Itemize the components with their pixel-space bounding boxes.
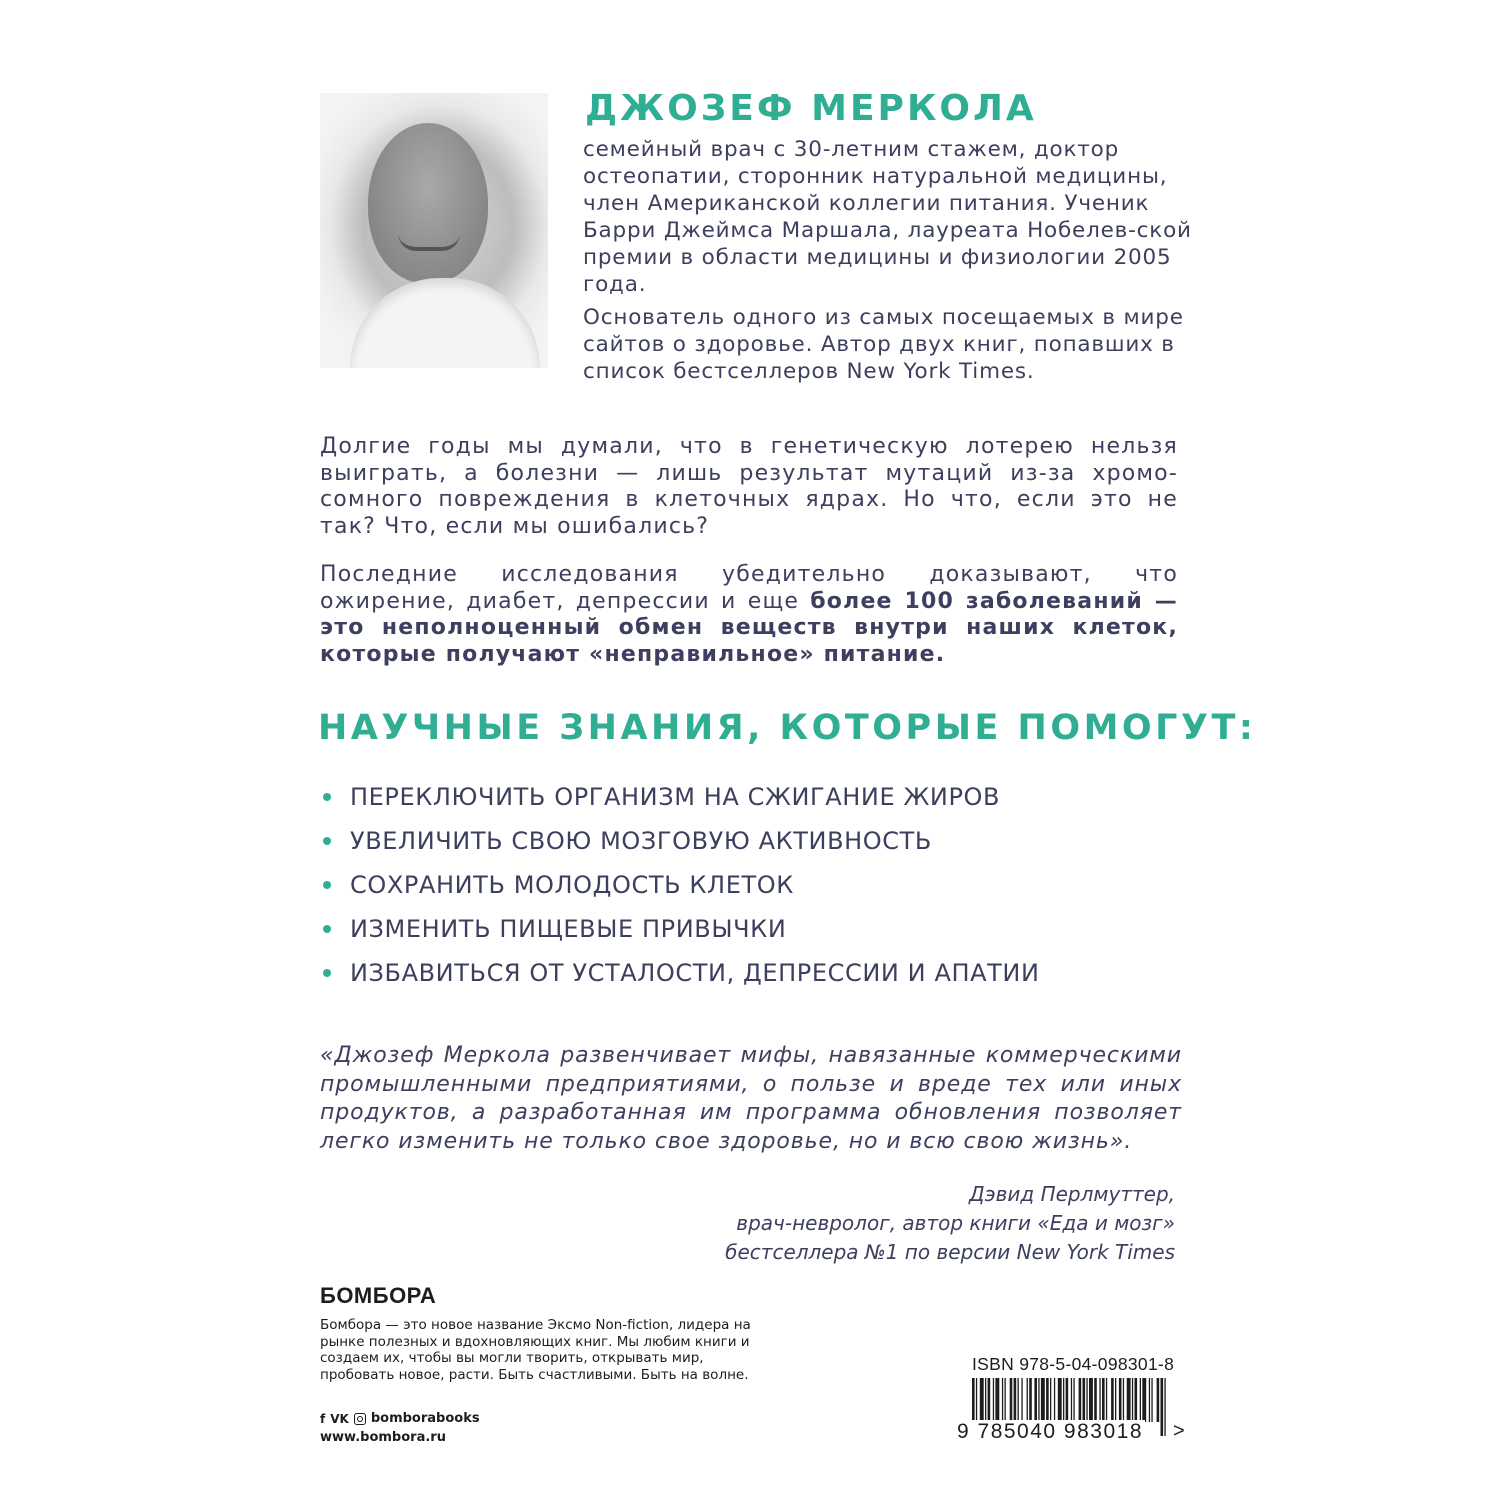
vk-icon[interactable]: VK bbox=[330, 1411, 349, 1426]
barcode-bar bbox=[980, 1378, 984, 1422]
list-item bbox=[320, 956, 1180, 1000]
barcode-bar bbox=[988, 1378, 991, 1422]
list-item bbox=[320, 824, 1180, 868]
social-links bbox=[320, 1411, 480, 1426]
author-bio-2: Основатель одного из самых посещаемых в мире сайтов о здоровье. Автор двух книг, попавших в список бестселлеров New York Times. bbox=[583, 305, 1184, 384]
barcode-bar bbox=[1005, 1378, 1006, 1422]
list-item-text: ПЕРЕКЛЮЧИТЬ ОРГАНИЗМ НА СЖИГАНИЕ ЖИРОВ bbox=[350, 783, 1001, 811]
author-smile bbox=[398, 233, 460, 251]
barcode-bar bbox=[1119, 1378, 1122, 1422]
barcode-bar bbox=[1099, 1378, 1100, 1422]
intro-paragraph-2-lead: Последние исследования убедительно доказывают, что ожирение, диабет, депрессии и еще bbox=[320, 562, 1178, 614]
barcode-bar bbox=[1142, 1378, 1146, 1422]
barcode-bar bbox=[1029, 1378, 1032, 1422]
social-handle[interactable]: bomborabooks bbox=[370, 1411, 480, 1426]
bullet-dot-icon bbox=[323, 793, 331, 801]
intro-paragraph-2-bold: более 100 заболеваний — это неполноценный обмен веществ внутри наших клеток, которые получают «неправильное» питание. bbox=[320, 588, 1178, 667]
barcode-bar bbox=[1164, 1378, 1165, 1436]
author-shirt bbox=[350, 278, 540, 368]
author-name: ДЖОЗЕФ МЕРКОЛА bbox=[585, 88, 1037, 129]
publisher-description: Бомбора — это новое название Эксмо Non-fiction, лидера на рынке полезных и вдохновляющих книг. Мы любим книги и создаем их, чтобы вы могли творить, открывать мир, пробовать новое, расти. Быть счастливыми. Быть на волне. bbox=[320, 1317, 751, 1383]
list-item bbox=[320, 780, 1180, 824]
barcode-bar bbox=[1094, 1378, 1097, 1422]
barcode-bar bbox=[1034, 1378, 1037, 1422]
barcode-bar bbox=[1058, 1378, 1062, 1422]
barcode-bar bbox=[1083, 1378, 1086, 1422]
barcode-bar bbox=[1157, 1378, 1160, 1422]
barcode-bar bbox=[1021, 1378, 1022, 1422]
author-bio-1: семейный врач с 30-летним стажем, доктор остеопатии, сторонник натуральной медицины, член Американской коллегии питания. Ученик Барри Джеймса Маршала, лауреата Нобелев-ской премии в области медицины и физиологии 2005 года. bbox=[583, 137, 1192, 297]
barcode-bar bbox=[1018, 1378, 1019, 1422]
list-item-text: ИЗБАВИТЬСЯ ОТ УСТАЛОСТИ, ДЕПРЕССИИ И АПАТИИ bbox=[350, 959, 1040, 987]
barcode-bar bbox=[1115, 1378, 1116, 1422]
barcode-bar bbox=[1086, 1378, 1087, 1422]
barcode-bar bbox=[1079, 1378, 1082, 1422]
bullet-dot-icon bbox=[323, 837, 331, 845]
facebook-icon[interactable]: f bbox=[320, 1411, 326, 1426]
quote-author-credit: бестселлера №1 по версии New York Times bbox=[725, 1240, 1175, 1264]
bullet-dot-icon bbox=[323, 881, 331, 889]
bullet-dot-icon bbox=[323, 925, 331, 933]
list-item bbox=[320, 868, 1180, 912]
barcode-bar bbox=[985, 1378, 986, 1422]
barcode-bar bbox=[1073, 1378, 1074, 1422]
barcode-bar bbox=[1123, 1378, 1124, 1422]
barcode-bar bbox=[995, 1378, 999, 1422]
list-item bbox=[320, 912, 1180, 956]
author-photo bbox=[320, 93, 548, 368]
barcode-bar bbox=[1027, 1378, 1028, 1422]
barcode-bar bbox=[1010, 1378, 1013, 1422]
barcode-bar bbox=[1161, 1378, 1164, 1436]
barcode-bar bbox=[1038, 1378, 1039, 1422]
barcode-bar bbox=[1071, 1378, 1072, 1422]
barcode-bar bbox=[1063, 1378, 1064, 1422]
barcode-bar bbox=[1089, 1378, 1093, 1422]
barcode-bar bbox=[1149, 1378, 1150, 1422]
list-item-text: УВЕЛИЧИТЬ СВОЮ МОЗГОВУЮ АКТИВНОСТЬ bbox=[350, 827, 932, 855]
barcode-bar bbox=[1132, 1378, 1133, 1422]
barcode-bar bbox=[1106, 1378, 1107, 1422]
instagram-icon[interactable] bbox=[354, 1413, 366, 1425]
benefits-list bbox=[320, 780, 1180, 1000]
publisher-website[interactable]: www.bombora.ru bbox=[320, 1430, 446, 1445]
barcode-arrow: > bbox=[1173, 1420, 1185, 1442]
benefits-heading: НАУЧНЫЕ ЗНАНИЯ, КОТОРЫЕ ПОМОГУТ: bbox=[318, 708, 1257, 748]
publisher-logo: БОМБОРА bbox=[320, 1283, 437, 1308]
quote-author-role: врач-невролог, автор книги «Еда и мозг» bbox=[736, 1211, 1175, 1235]
barcode-bar bbox=[993, 1378, 994, 1422]
author-head bbox=[368, 123, 488, 283]
barcode-bar bbox=[1111, 1378, 1114, 1422]
bullet-dot-icon bbox=[323, 969, 331, 977]
barcode-bar bbox=[1140, 1378, 1141, 1422]
barcode-bar bbox=[1066, 1378, 1069, 1422]
barcode-bar bbox=[1002, 1378, 1003, 1422]
barcode-bar bbox=[1050, 1378, 1051, 1422]
review-quote: «Джозеф Меркола развенчивает мифы, навязанные коммерческими промышленными предприятиями, о пользе и вреде тех или иных продуктов, а разработанная им программа обновления позволяет легко изменить не только свое здоровье, но и всю свою жизнь». bbox=[320, 1043, 1182, 1154]
intro-paragraph-2 bbox=[320, 562, 1178, 668]
barcode-bar bbox=[1151, 1378, 1152, 1422]
barcode-bar bbox=[1135, 1378, 1138, 1422]
barcode-bar bbox=[1127, 1378, 1131, 1422]
barcode-bar bbox=[1014, 1378, 1017, 1422]
intro-paragraph-1: Долгие годы мы думали, что в генетическую лотерею нельзя выиграть, а болезни — лишь результат мутаций из-за хромо-сомного повреждения в клеточных ядрах. Но что, если это не так? Что, если мы ошибались? bbox=[320, 434, 1178, 539]
barcode-bar bbox=[1041, 1378, 1045, 1422]
barcode-bar bbox=[1054, 1378, 1055, 1422]
barcode-digits: 9 785040 983018 bbox=[957, 1420, 1143, 1443]
quote-author: Дэвид Перлмуттер, bbox=[969, 1182, 1175, 1206]
isbn-label: ISBN 978-5-04-098301-8 bbox=[972, 1354, 1175, 1374]
barcode-bar bbox=[1102, 1378, 1105, 1422]
list-item-text: ИЗМЕНИТЬ ПИЩЕВЫЕ ПРИВЫЧКИ bbox=[350, 915, 787, 943]
quote-attribution bbox=[475, 1180, 1175, 1267]
list-item-text: СОХРАНИТЬ МОЛОДОСТЬ КЛЕТОК bbox=[350, 871, 794, 899]
